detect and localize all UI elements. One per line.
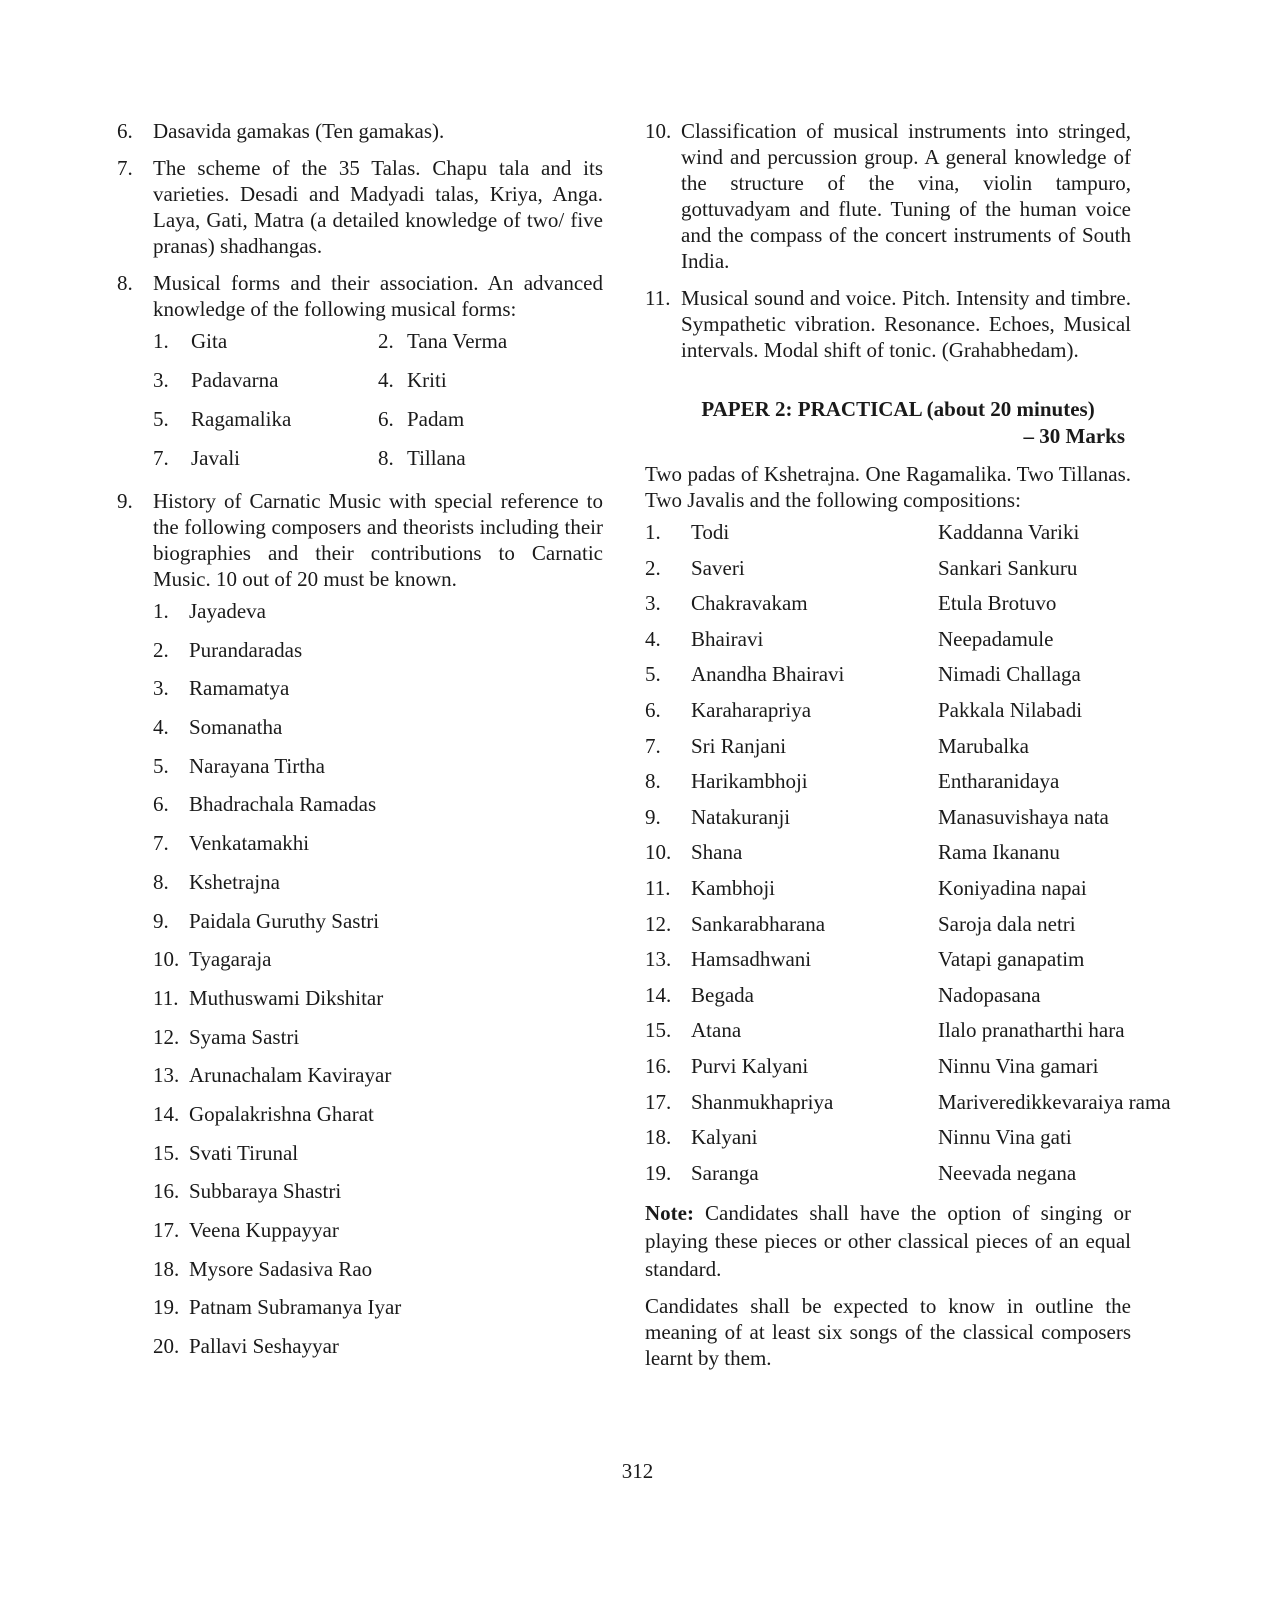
composition-name: Entharanidaya [938, 769, 1060, 794]
composition-name: Manasuvishaya nata [938, 804, 1109, 829]
item-text: History of Carnatic Music with special reference to the following composers and theorists including their biographies and their contributions to Carnatic Music. 10 out of 20 must be known. [153, 489, 603, 591]
list-row [153, 328, 603, 367]
item-number: 7. [117, 156, 133, 180]
list-row [153, 367, 603, 406]
composer-list-item [153, 1140, 603, 1179]
item-text: Dasavida gamakas (Ten gamakas). [153, 119, 445, 143]
list-number: 1. [153, 329, 169, 353]
table-row [645, 839, 1131, 875]
table-row [645, 946, 1131, 982]
item-number: 6. [117, 119, 133, 143]
composer-list-item [153, 1024, 603, 1063]
row-number: 9. [645, 804, 661, 829]
composer-list-item [153, 753, 603, 792]
composer-name: Ramamatya [189, 676, 290, 701]
section-heading [645, 396, 1131, 450]
composer-list-item [153, 637, 603, 676]
composer-name: Bhadrachala Ramadas [189, 792, 377, 817]
list-number: 20. [153, 1334, 180, 1359]
table-row [645, 733, 1131, 769]
table-row [645, 1124, 1131, 1160]
list-item [378, 367, 603, 393]
item-text: Musical sound and voice. Pitch. Intensity and timbre. Sympathetic vibration. Resonance. Echoes, Musical intervals. Modal shift of tonic. (Grahabhedam). [681, 286, 1131, 362]
raga-name: Begada [691, 982, 754, 1007]
composition-name: Koniyadina napai [938, 875, 1087, 900]
list-item [153, 445, 378, 471]
list-item [378, 406, 603, 432]
list-number: 1. [153, 599, 169, 623]
form-name: Tana Verma [407, 329, 508, 353]
composer-list-item [153, 1062, 603, 1101]
list-number: 15. [153, 1140, 180, 1165]
form-name: Ragamalika [191, 407, 292, 431]
composer-list-item [153, 946, 603, 985]
list-number: 10. [153, 947, 180, 972]
table-row [645, 1160, 1131, 1196]
composition-name: Kaddanna Variki [938, 520, 1080, 544]
row-number: 15. [645, 1018, 672, 1043]
composer-name: Narayana Tirtha [189, 753, 325, 778]
syllabus-item-6 [117, 118, 603, 144]
composition-name: Pakkala Nilabadi [938, 697, 1083, 722]
right-column [645, 118, 1171, 1371]
table-row [645, 875, 1131, 911]
composition-name: Sankari Sankuru [938, 555, 1078, 580]
composer-name: Veena Kuppayyar [189, 1218, 339, 1242]
row-number: 6. [645, 697, 661, 722]
row-number: 10. [645, 840, 672, 865]
syllabus-item-7 [117, 155, 603, 259]
syllabus-item-9 [117, 488, 603, 592]
list-number: 2. [378, 329, 394, 353]
table-row [645, 768, 1131, 804]
compositions-table [645, 519, 1171, 1195]
left-column [117, 118, 603, 1372]
item-number: 11. [645, 286, 671, 310]
musical-forms-list [153, 328, 603, 484]
list-number: 3. [153, 676, 169, 701]
composition-name: Nimadi Challaga [938, 662, 1081, 687]
row-number: 19. [645, 1160, 672, 1185]
item-text: The scheme of the 35 Talas. Chapu tala and its varieties. Desadi and Madyadi talas, Kriya, Anga. Laya, Gati, Matra (a detailed knowledge of two/ five pranas) shadhangas. [153, 156, 603, 258]
row-number: 16. [645, 1053, 672, 1078]
composer-name: Subbaraya Shastri [189, 1179, 342, 1204]
composer-name: Venkatamakhi [189, 831, 310, 856]
composition-name: Etula Brotuvo [938, 591, 1057, 616]
composer-name: Somanatha [189, 715, 283, 740]
row-number: 17. [645, 1089, 672, 1114]
raga-name: Chakravakam [691, 591, 808, 616]
table-row [645, 626, 1131, 662]
list-number: 17. [153, 1218, 180, 1242]
raga-name: Kambhoji [691, 875, 775, 900]
composer-name: Gopalakrishna Gharat [189, 1101, 374, 1126]
row-number: 8. [645, 769, 661, 794]
row-number: 12. [645, 911, 672, 936]
raga-name: Saranga [691, 1160, 759, 1185]
item-text: Musical forms and their association. An advanced knowledge of the following musical forms: [153, 271, 603, 321]
composer-list-item [153, 869, 603, 908]
heading-title: PAPER 2: PRACTICAL (about 20 minutes) [701, 397, 1095, 421]
list-item [153, 406, 378, 432]
form-name: Padam [407, 407, 465, 431]
row-number: 2. [645, 555, 661, 580]
table-row [645, 982, 1131, 1018]
list-number: 6. [378, 407, 394, 431]
composition-name: Neepadamule [938, 626, 1054, 651]
item-number: 9. [117, 489, 133, 513]
list-number: 8. [153, 869, 169, 894]
raga-name: Natakuranji [691, 804, 791, 829]
list-number: 5. [153, 407, 169, 431]
item-text: Classification of musical instruments into stringed, wind and percussion group. A general knowledge of the structure of the vina, violin tampuro, gottuvadyam and flute. Tuning of the human voice and the compass of the concert instruments of South India. [681, 119, 1131, 273]
composer-list-item [153, 1294, 603, 1333]
list-number: 4. [378, 368, 394, 392]
item-number: 8. [117, 271, 133, 295]
raga-name: Purvi Kalyani [691, 1053, 809, 1078]
composer-list-item [153, 1333, 603, 1372]
list-row [153, 445, 603, 484]
composition-name: Saroja dala netri [938, 911, 1076, 936]
list-item [378, 445, 603, 471]
composer-name: Mysore Sadasiva Rao [189, 1256, 373, 1281]
raga-name: Atana [691, 1018, 742, 1043]
row-number: 7. [645, 733, 661, 758]
composer-name: Muthuswami Dikshitar [189, 985, 384, 1010]
raga-name: Sankarabharana [691, 911, 826, 936]
composer-name: Arunachalam Kavirayar [189, 1063, 392, 1088]
table-row [645, 1053, 1131, 1089]
table-row [645, 697, 1131, 733]
raga-name: Saveri [691, 555, 745, 580]
raga-name: Harikambhoji [691, 769, 808, 794]
form-name: Kriti [407, 368, 447, 392]
composer-list-item [153, 675, 603, 714]
table-row [645, 1017, 1131, 1053]
raga-name: Shana [691, 840, 743, 865]
list-number: 16. [153, 1179, 180, 1204]
composer-name: Pallavi Seshayyar [189, 1334, 339, 1359]
list-number: 12. [153, 1024, 180, 1049]
list-number: 9. [153, 908, 169, 933]
list-number: 6. [153, 792, 169, 817]
row-number: 18. [645, 1125, 672, 1150]
raga-name: Anandha Bhairavi [691, 662, 845, 687]
composer-name: Svati Tirunal [189, 1140, 299, 1165]
form-name: Gita [191, 329, 228, 353]
note-paragraph [645, 1199, 1131, 1283]
form-name: Tillana [407, 446, 466, 470]
composition-name: Marubalka [938, 733, 1029, 758]
composer-list-item [153, 908, 603, 947]
composition-name: Ninnu Vina gati [938, 1125, 1072, 1150]
table-row [645, 519, 1131, 555]
composition-name: Rama Ikananu [938, 840, 1060, 865]
composer-name: Tyagaraja [189, 947, 272, 972]
list-number: 19. [153, 1295, 180, 1320]
table-row [645, 804, 1131, 840]
table-row [645, 661, 1131, 697]
table-row [645, 590, 1131, 626]
composition-name: Nadopasana [938, 982, 1041, 1007]
composition-name: Ninnu Vina gamari [938, 1053, 1099, 1078]
list-number: 18. [153, 1256, 180, 1281]
list-number: 4. [153, 715, 169, 740]
composer-list-item [153, 791, 603, 830]
table-row [645, 911, 1131, 947]
row-number: 3. [645, 591, 661, 616]
list-row [153, 406, 603, 445]
composition-name: Vatapi ganapatim [938, 947, 1085, 972]
raga-name: Todi [691, 520, 730, 544]
table-row [645, 555, 1131, 591]
composer-list-item [153, 1178, 603, 1217]
row-number: 1. [645, 520, 661, 544]
list-number: 11. [153, 985, 179, 1010]
practical-intro: Two padas of Kshetrajna. One Ragamalika. Two Tillanas. Two Javalis and the following compositions: [645, 462, 1131, 512]
composer-name: Paidala Guruthy Sastri [189, 908, 380, 933]
list-number: 7. [153, 446, 169, 470]
raga-name: Bhairavi [691, 626, 764, 651]
list-item [153, 367, 378, 393]
list-item [153, 328, 378, 354]
heading-marks: – 30 Marks [1023, 424, 1125, 448]
form-name: Javali [191, 446, 240, 470]
composer-list-item [153, 714, 603, 753]
row-number: 5. [645, 662, 661, 687]
composer-name: Syama Sastri [189, 1024, 300, 1049]
composer-list-item [153, 1217, 603, 1256]
composer-list-item [153, 1256, 603, 1295]
closing-paragraph: Candidates shall be expected to know in outline the meaning of at least six songs of the classical composers learnt by them. [645, 1294, 1131, 1371]
list-number: 13. [153, 1063, 180, 1088]
syllabus-item-10 [645, 118, 1131, 274]
list-number: 14. [153, 1101, 180, 1126]
raga-name: Hamsadhwani [691, 947, 812, 972]
page-number: 312 [621, 1459, 654, 1483]
item-number: 10. [645, 119, 672, 143]
syllabus-item-11 [645, 285, 1131, 363]
list-number: 7. [153, 831, 169, 856]
list-number: 5. [153, 753, 169, 778]
composition-name: Ilalo pranatharthi hara [938, 1018, 1125, 1043]
syllabus-item-8 [117, 270, 603, 322]
table-row [645, 1089, 1171, 1125]
composer-name: Purandaradas [189, 637, 303, 662]
note-text: Candidates shall have the option of singing or playing these pieces or other classical pieces of an equal standard. [645, 1201, 1131, 1282]
composer-list-item [153, 1101, 603, 1140]
row-number: 14. [645, 982, 672, 1007]
list-number: 2. [153, 637, 169, 662]
composer-list-item [153, 598, 603, 637]
row-number: 13. [645, 947, 672, 972]
composers-list [153, 598, 603, 1372]
list-number: 8. [378, 446, 394, 470]
composer-name: Kshetrajna [189, 869, 280, 894]
composer-name: Jayadeva [189, 599, 266, 623]
composer-list-item [153, 985, 603, 1024]
list-item [378, 328, 603, 354]
row-number: 11. [645, 875, 671, 900]
raga-name: Sri Ranjani [691, 733, 787, 758]
list-number: 3. [153, 368, 169, 392]
raga-name: Shanmukhapriya [691, 1089, 834, 1114]
note-label: Note: [645, 1201, 694, 1226]
composition-name: Neevada negana [938, 1160, 1077, 1185]
row-number: 4. [645, 626, 661, 651]
composition-name: Mariveredikkevaraiya rama [938, 1089, 1171, 1114]
composer-name: Patnam Subramanya Iyar [189, 1295, 402, 1320]
form-name: Padavarna [191, 368, 279, 392]
composer-list-item [153, 830, 603, 869]
raga-name: Kalyani [691, 1125, 758, 1150]
raga-name: Karaharapriya [691, 697, 812, 722]
